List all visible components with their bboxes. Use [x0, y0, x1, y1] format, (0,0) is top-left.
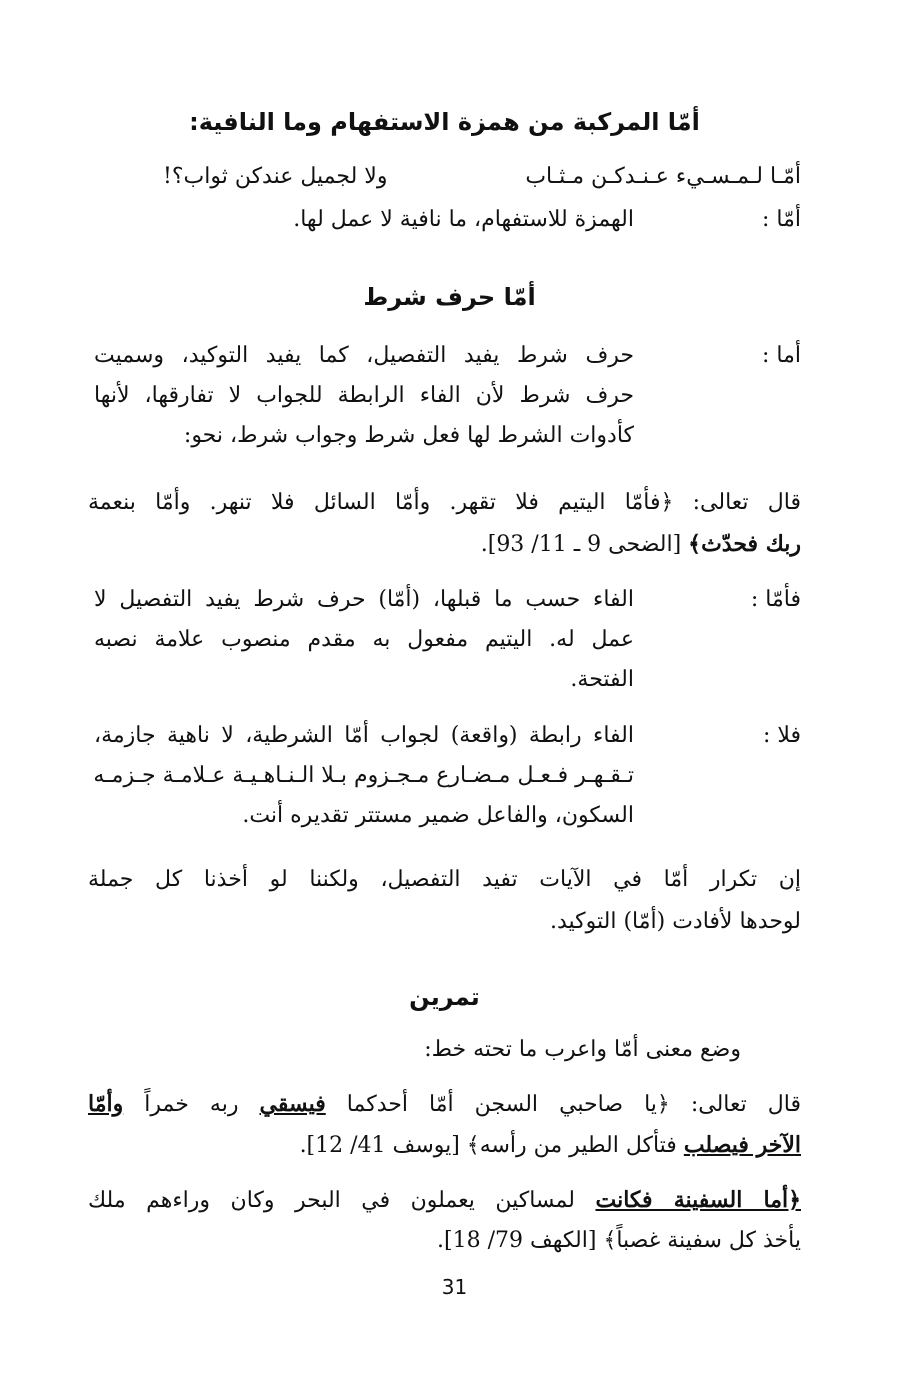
q1-text-c: فتأكل الطير من رأسه﴾ [يوسف 41/ 12].	[299, 1133, 677, 1158]
exercise-q1-line-2	[300, 1125, 801, 1166]
fa-amma-line-1: الفاء حسب ما قبلها، (أمّا) حرف شرط يفيد التفصيل لا	[94, 587, 634, 612]
q1-underlined-1: فيسقي	[259, 1091, 326, 1117]
term-fa-amma: فأمّا :	[750, 587, 801, 612]
verse-left-hemistich: ولا لجميل عندكن ثواب؟!	[163, 164, 388, 189]
definition-line-2: حرف شرط لأن الفاء الرابطة للجواب لا تفارقها، لأنها	[94, 383, 634, 408]
quran-quote-line-2	[481, 524, 801, 565]
q2-text-b: لمساكين يعملون في البحر وكان وراءهم ملك	[88, 1188, 575, 1213]
note-line-2: لوحدها لأفادت (أمّا) التوكيد.	[549, 909, 801, 934]
term-fala: فلا :	[762, 723, 801, 748]
section-title-combined: أمّا المركبة من همزة الاستفهام وما النافية:	[189, 108, 700, 136]
page-number: 31	[441, 1275, 468, 1299]
q1-underlined-2: وأمّا	[88, 1091, 124, 1117]
q2-underlined-1: ﴿أما السفينة فكانت	[595, 1187, 802, 1213]
definition-amma-combined: الهمزة للاستفهام، ما نافية لا عمل لها.	[293, 207, 634, 232]
exercise-q1-line-1	[88, 1084, 801, 1125]
fa-amma-line-2: عمل له. اليتيم مفعول به مقدم منصوب علامة نصبه	[94, 627, 634, 652]
term-amma-conditional: أما :	[761, 343, 801, 368]
q1-text-b: ربه خمراً	[144, 1092, 239, 1117]
definition-line-1: حرف شرط يفيد التفصيل، كما يفيد التوكيد، وسميت	[94, 343, 634, 368]
quran-quote-line-1: قال تعالى: ﴿فأمّا اليتيم فلا تقهر. وأمّا السائل فلا تنهر. وأمّا بنعمة	[88, 490, 801, 515]
fala-line-1: الفاء رابطة (واقعة) لجواب أمّا الشرطية، لا ناهية جازمة،	[94, 723, 634, 748]
fala-line-3: السكون، والفاعل ضمير مستتر تقديره أنت.	[242, 803, 634, 828]
q1-text-a: قال تعالى: ﴿يا صاحبي السجن أمّا أحدكما	[346, 1092, 801, 1117]
fa-amma-line-3: الفتحة.	[570, 667, 634, 692]
section-title-conditional: أمّا حرف شرط	[363, 283, 536, 311]
fala-line-2: تـقـهـر فـعـل مـضـارع مـجـزوم بـلا الـنـاهـيـة عـلامـة جـزمـه	[93, 763, 634, 788]
quote-reference: [الضحى 9 ـ 11/ 93].	[480, 532, 682, 557]
term-amma-combined: أمّا :	[761, 207, 801, 232]
definition-line-3: كأدوات الشرط لها فعل شرط وجواب شرط، نحو:	[183, 423, 634, 448]
section-title-exercise: تمرين	[409, 983, 480, 1011]
exercise-instruction: وضع معنى أمّا واعرب ما تحته خط:	[424, 1037, 741, 1062]
verse-right-hemistich: أمّـا لـمـسـيء عـنـدكـن مـثـاب	[525, 164, 801, 189]
quote-end: ربك فحدّث﴾	[688, 531, 801, 557]
note-line-1: إن تكرار أمّا في الآيات تفيد التفصيل، ولكننا لو أخذنا كل جملة	[88, 867, 801, 892]
q1-underlined-3: الآخر فيصلب	[683, 1132, 801, 1158]
exercise-q2-line-1	[88, 1180, 801, 1221]
exercise-q2-line-2: يأخذ كل سفينة غصباً﴾ [الكهف 79/ 18].	[437, 1228, 801, 1253]
